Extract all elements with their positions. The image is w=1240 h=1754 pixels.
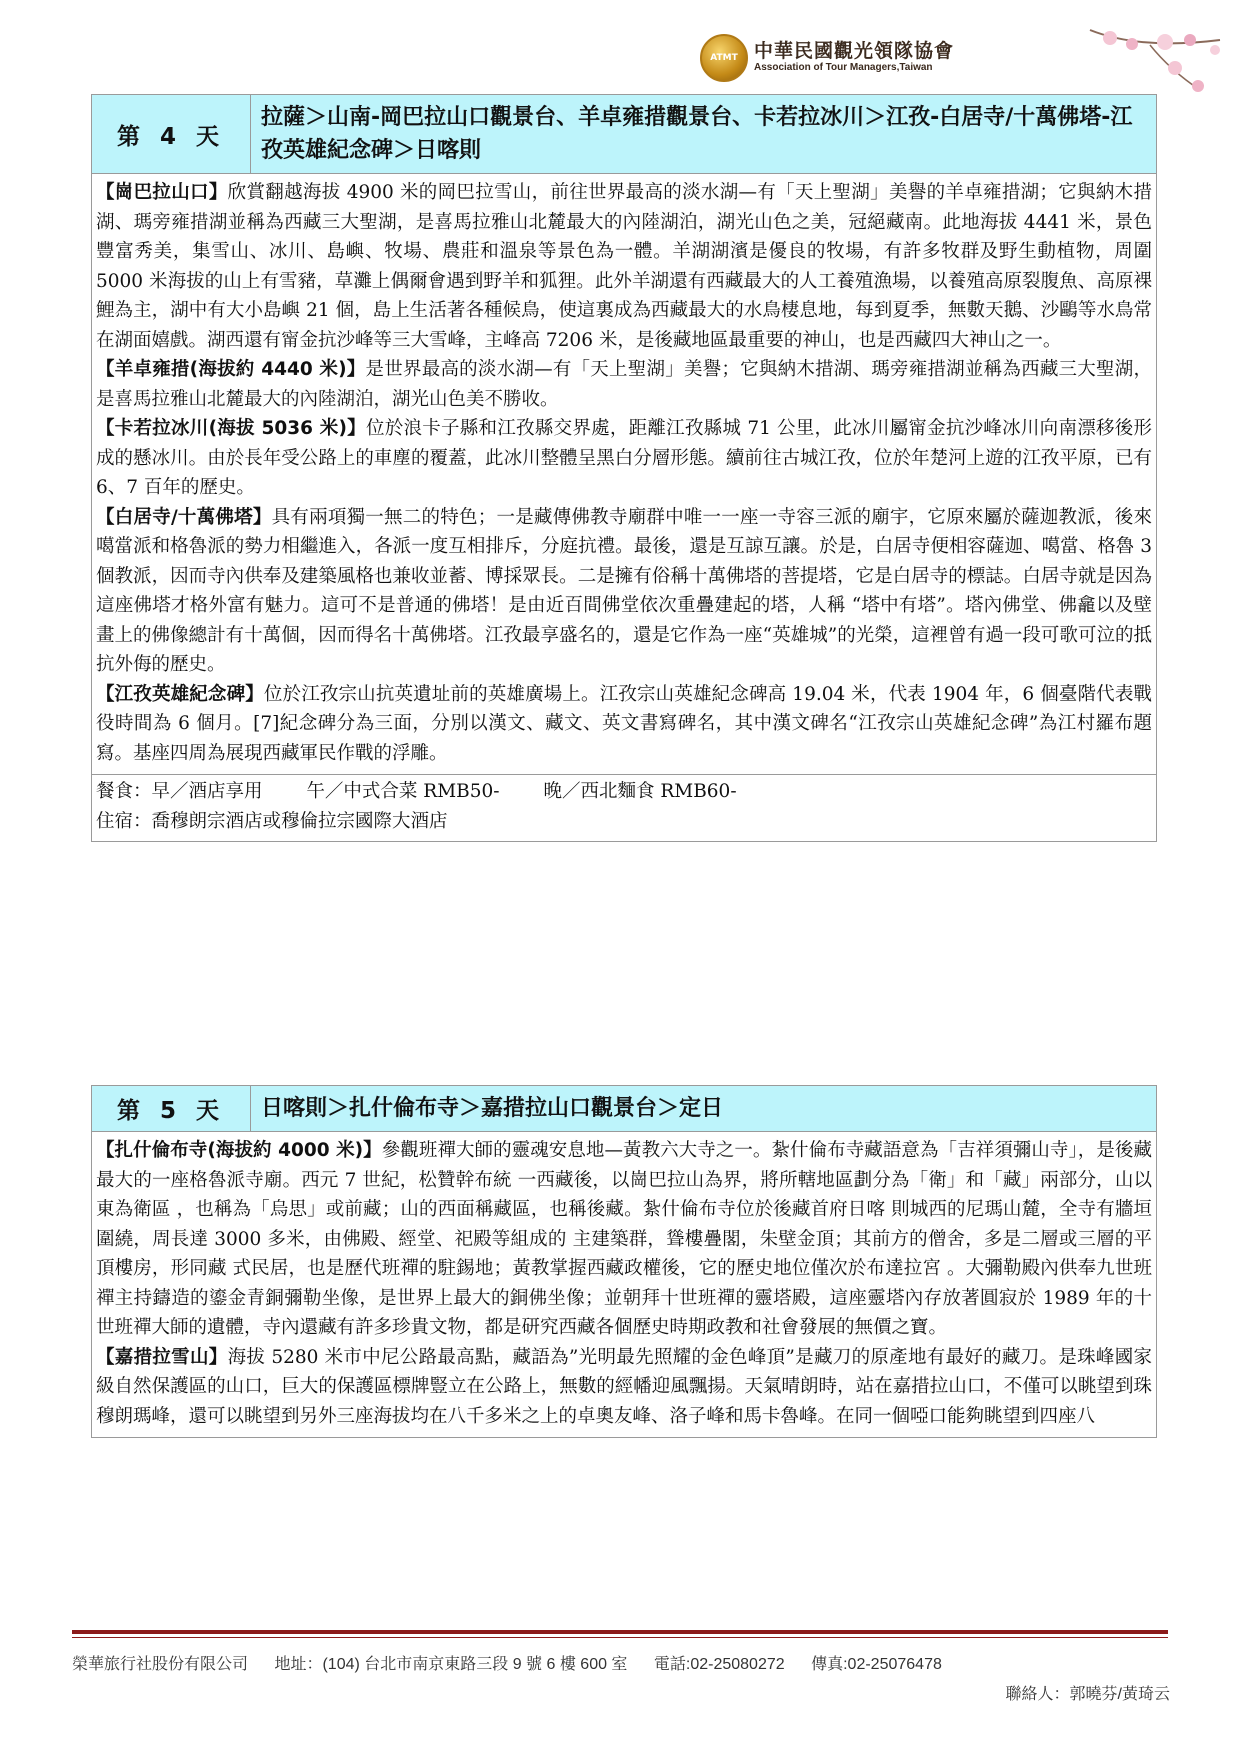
company-phone: 電話:02-25080272	[653, 1656, 785, 1673]
meals-line	[96, 777, 1152, 807]
attraction-paragraph	[96, 178, 1152, 355]
attraction-text: 位於浪卡子縣和江孜縣交界處，距離江孜縣城 71 公里，此冰川屬甯金抗沙峰冰川向南漂移後形成的懸冰川。由於長年受公路上的車塵的覆蓋，此冰川整體呈黑白分層形態。續前往古城江孜，位於年楚河上遊的江孜平原，已有 6、7 百年的歷史。	[96, 418, 1152, 498]
attraction-name: 【白居寺/十萬佛塔】	[96, 506, 272, 528]
attraction-paragraph	[96, 680, 1152, 769]
attraction-text: 是世界最高的淡水湖—有「天上聖湖」美譽；它與納木措湖、瑪旁雍措湖並稱為西藏三大聖湖，是喜馬拉雅山北麓最大的內陸湖泊，湖光山色美不勝收。	[96, 359, 1152, 410]
attraction-text: 具有兩項獨一無二的特色；一是藏傳佛教寺廟群中唯一一座一寺容三派的廟宇，它原來屬於薩迦教派，後來噶當派和格魯派的勢力相繼進入，各派一度互相排斥，分庭抗禮。最後，還是互諒互讓。於是，白居寺便相容薩迦、噶當、格魯 3 個教派，因而寺內供奉及建築風格也兼收並蓄、博採眾長。二是擁有俗稱十萬佛塔的菩提塔，它是白居寺的標誌。白居寺就是因為這座佛塔才格外富有魅力。這可不是普通的佛塔！是由近百間佛堂依次重疊建起的塔，人稱 “塔中有塔”。塔內佛堂、佛龕以及壁畫上的佛像總計有十萬個，因而得名十萬佛塔。江孜最享盛名的，還是它作為一座“英雄城”的光榮，這裡曾有過一段可歌可泣的抵抗外侮的歷史。	[96, 506, 1152, 675]
attraction-text: 位於江孜宗山抗英遺址前的英雄廣場上。江孜宗山英雄紀念碑高 19.04 米，代表 1904 年，6 個臺階代表戰役時間為 6 個月。[7]紀念碑分為三面，分別以漢文、藏文、英文書寫碑名，其中漢文碑名“江孜宗山英雄紀念碑”為江村羅布題寫。基座四周為展現西藏軍民作戰的浮雕。	[96, 683, 1152, 764]
footer-info	[72, 1651, 964, 1674]
attraction-paragraph	[96, 1343, 1152, 1432]
footer-divider	[72, 1630, 1168, 1634]
attraction-name: 【羊卓雍措(海拔約 4440 米)】	[96, 359, 366, 380]
logo-chinese-name: 中華民國觀光領隊協會	[754, 40, 955, 62]
hotel-line: 住宿：喬穆朗宗酒店或穆倫拉宗國際大酒店	[96, 811, 448, 832]
attraction-paragraph	[96, 355, 1152, 414]
day-5-section	[91, 1085, 1157, 1438]
attraction-name: 【江孜英雄紀念碑】	[96, 683, 264, 705]
contact-person: 聯絡人：郭曉芬/黃琦云	[1005, 1686, 1170, 1703]
footer-divider-thin	[72, 1637, 1168, 1638]
attraction-text: 欣賞翻越海拔 4900 米的岡巴拉雪山，前往世界最高的淡水湖—有「天上聖湖」美譽的羊卓雍措湖；它與納木措湖、瑪旁雍措湖並稱為西藏三大聖湖，是喜馬拉雅山北麓最大的內陸湖泊，湖光山色之美，冠絕藏南。此地海拔 4441 米，景色豐富秀美，集雪山、冰川、島嶼、牧場、農莊和溫泉等景色為一體。羊湖湖濱是優良的牧場，有許多牧群及野生動植物，周圍 5000 米海拔的山上有雪豬，草灘上偶爾會遇到野羊和狐狸。此外羊湖還有西藏最大的人工養殖漁場，以養殖高原裂腹魚、高原裸鯉為主，湖中有大小島嶼 21 個，島上生活著各種候鳥，使這裏成為西藏最大的水鳥棲息地，每到夏季，無數天鵝、沙鷗等水鳥常在湖面嬉戲。湖西還有甯金抗沙峰等三大雪峰，主峰高 7206 米，是後藏地區最重要的神山，也是西藏四大神山之一。	[96, 182, 1152, 351]
day-4-header	[92, 95, 1156, 174]
day-5-header	[92, 1086, 1156, 1132]
day-4-label: 第 4 天	[92, 95, 251, 173]
day-4-meals-hotel	[92, 774, 1156, 841]
attraction-text: 海拔 5280 米市中尼公路最高點，藏語為”光明最先照耀的金色峰頂”是藏刀的原產地有最好的藏刀。是珠峰國家級自然保護區的山口，巨大的保護區標牌豎立在公路上，無數的經幡迎風飄揚。天氣晴朗時，站在嘉措拉山口，不僅可以眺望到珠穆朗瑪峰，還可以眺望到另外三座海拔均在八千多米之上的卓奧友峰、洛子峰和馬卡魯峰。在同一個啞口能夠眺望到四座八	[96, 1346, 1152, 1427]
company-address: 地址：(104) 台北市南京東路三段 9 號 6 樓 600 室	[274, 1656, 628, 1673]
day-4-section	[91, 94, 1157, 842]
logo-english-name: Association of Tour Managers,Taiwan	[754, 62, 933, 73]
day-4-route-title: 拉薩＞山南-岡巴拉山口觀景台、羊卓雍措觀景台、卡若拉冰川＞江孜-白居寺/十萬佛塔-江孜英雄紀念碑＞日喀則	[261, 105, 1133, 163]
company-fax: 傳真:02-25076478	[811, 1656, 942, 1673]
attraction-name: 【卡若拉冰川(海拔 5036 米)】	[96, 418, 366, 439]
meal-dinner: 晚／西北麵食 RMB60-	[543, 781, 737, 802]
association-emblem-icon: ATMT	[700, 34, 748, 82]
company-name: 榮華旅行社股份有限公司	[72, 1656, 249, 1673]
attraction-text: 參觀班禪大師的靈魂安息地—黃教六大寺之一。紮什倫布寺藏語意為「吉祥須彌山寺」，是後藏最大的一座格魯派寺廟。西元 7 世紀，松贊幹布統 一西藏後，以崗巴拉山為界，將所轄地區劃分為「衛」和「藏」兩部分，山以東為衛區 ，也稱為「烏思」或前藏；山的西面稱藏區，也稱後藏。紮什倫布寺位於後藏首府日喀 則城西的尼瑪山麓，全寺有牆垣圍繞，周長達 3000 多米，由佛殿、經堂、祀殿等組成的 主建築群，聳樓疊閣，朱壁金頂；其前方的僧舍，多是二層或三層的平頂樓房，形同藏 式民居，也是歷代班禪的駐錫地；黃教掌握西藏政權後，它的歷史地位僅次於布達拉宮 。大彌勒殿內供奉九世班禪主持鑄造的鎏金青銅彌勒坐像，是世界上最大的銅佛坐像；並朝拜十世班禪的靈塔殿，這座靈塔內存放著圓寂於 1989 年的十世班禪大師的遺體，寺內還藏有許多珍貴文物，都是研究西藏各個歷史時期政教和社會發展的無價之寶。	[96, 1140, 1152, 1338]
attraction-paragraph	[96, 1136, 1152, 1343]
attraction-paragraph	[96, 414, 1152, 503]
day-5-route-title: 日喀則＞扎什倫布寺＞嘉措拉山口觀景台＞定日	[261, 1096, 724, 1121]
attraction-name: 【崗巴拉山口】	[96, 182, 228, 203]
attraction-paragraph	[96, 503, 1152, 680]
day-5-description	[92, 1132, 1156, 1437]
meal-lunch: 午／中式合菜 RMB50-	[306, 781, 500, 802]
cherry-blossom-decoration-icon	[1070, 20, 1230, 100]
attraction-name: 【嘉措拉雪山】	[96, 1346, 228, 1368]
day-4-description	[92, 174, 1156, 774]
attraction-name: 【扎什倫布寺(海拔約 4000 米)】	[96, 1140, 382, 1161]
day-5-label: 第 5 天	[92, 1086, 251, 1131]
meal-breakfast: 餐食：早／酒店享用	[96, 781, 263, 802]
